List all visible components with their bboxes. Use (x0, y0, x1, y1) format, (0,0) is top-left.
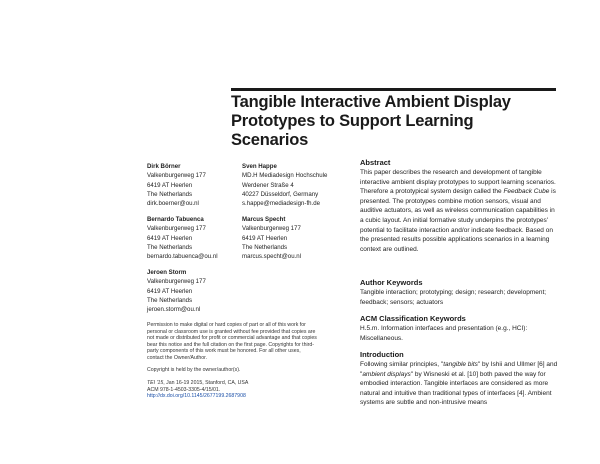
author-street: Valkenburgerweg 177 (147, 172, 206, 180)
author-country: The Netherlands (242, 243, 288, 251)
author-email: jeroen.storm@ou.nl (147, 306, 201, 314)
feedback-cube-term: Feedback Cube (503, 188, 550, 196)
author-city: Werdener Straße 4 (242, 181, 294, 189)
acm-classification-section (360, 314, 560, 343)
copyright-notice: Copyright is held by the owner/author(s). (147, 367, 241, 373)
venue-details: , Jan 16-19 2015, Stanford, CA, USA (163, 380, 249, 386)
paper-title: Tangible Interactive Ambient Display Prototypes to Support Learning Scenarios (231, 93, 511, 149)
author-city: 6419 AT Heerlen (147, 234, 193, 242)
venue-info (147, 380, 317, 400)
author-street: Valkenburgerweg 177 (147, 225, 206, 233)
author-name: Bernardo Tabuenca (147, 216, 204, 223)
venue-name: TEI '15 (147, 380, 164, 386)
keywords-heading: Author Keywords (360, 278, 423, 287)
author-country: The Netherlands (147, 190, 193, 198)
author-city: 6419 AT Heerlen (147, 181, 193, 189)
author-street: MD.H Mediadesign Hochschule (242, 172, 328, 180)
acm-isbn: ACM 978-1-4503-3305-4/15/01. (147, 386, 221, 393)
keywords-text: Tangible interaction; prototyping; design; research; development; feedback; sensors; actuators (360, 289, 547, 306)
introduction-heading: Introduction (360, 350, 404, 359)
author-name: Jeroen Storm (147, 269, 187, 276)
author-block (147, 215, 218, 261)
author-city: 6419 AT Heerlen (242, 234, 288, 242)
introduction-section (360, 350, 560, 408)
author-name: Dirk Börner (147, 163, 181, 170)
author-name: Sven Happe (242, 163, 277, 170)
permission-notice: Permission to make digital or hard copies of part or all of this work for personal or classroom use is granted without fee provided that copies are not made or distributed for profit or commercial advantage and that copies bear this notice and the full citation on the first page. Copyrights for third-party components of this work must be honored. For all other uses, contact the Owner/Author. (147, 322, 317, 361)
author-block (242, 215, 301, 261)
author-name: Marcus Specht (242, 216, 286, 223)
abstract-heading: Abstract (360, 158, 391, 167)
author-street: Valkenburgerweg 177 (147, 278, 206, 286)
author-email: bernardo.tabuenca@ou.nl (147, 253, 218, 261)
author-country: The Netherlands (147, 243, 193, 251)
acm-classification-text: H.5.m. Information interfaces and presentation (e.g., HCI): Miscellaneous. (360, 325, 528, 342)
acm-classification-heading: ACM Classification Keywords (360, 314, 466, 323)
author-email: dirk.boerner@ou.nl (147, 200, 199, 208)
introduction-text: Following similar principles, "tangible bits" by Ishii and Ullmer [6] and "ambient displays" by Wisneski et al. [10] both paved the way for embodied interaction. Tangible interfaces are considered as more natural and intuitive than traditional types of interfaces [4]. Ambient systems are subtle and non-intrusive means (360, 361, 558, 407)
keywords-section (360, 278, 560, 307)
author-country: 40227 Düsseldorf, Germany (242, 190, 319, 198)
abstract-section (360, 158, 560, 254)
author-block (242, 162, 327, 208)
author-city: 6419 AT Heerlen (147, 287, 193, 295)
author-email: marcus.specht@ou.nl (242, 253, 302, 261)
author-country: The Netherlands (147, 296, 193, 304)
author-block (147, 268, 206, 314)
author-block (147, 162, 206, 208)
doi-link[interactable]: http://dx.doi.org/10.1145/2677199.2687908 (147, 393, 246, 400)
author-email: s.happe@mediadesign-fh.de (242, 200, 321, 208)
author-street: Valkenburgerweg 177 (242, 225, 301, 233)
title-rule (231, 88, 556, 91)
abstract-text: This paper describes the research and development of tangible interactive ambient display prototypes to support learning scenarios. Therefore a prototypical system design called the Feedback Cube is presented. The prototypes combine motion sensors, visual and auditive actuators, as well as wireless communication capabilities in a cubic layout. An initial formative study underpins the prototypes' potential to facilitate interaction and/or indicate feedback. Based on the presented results possible applications scenarios in a learning context are outlined. (360, 169, 556, 253)
